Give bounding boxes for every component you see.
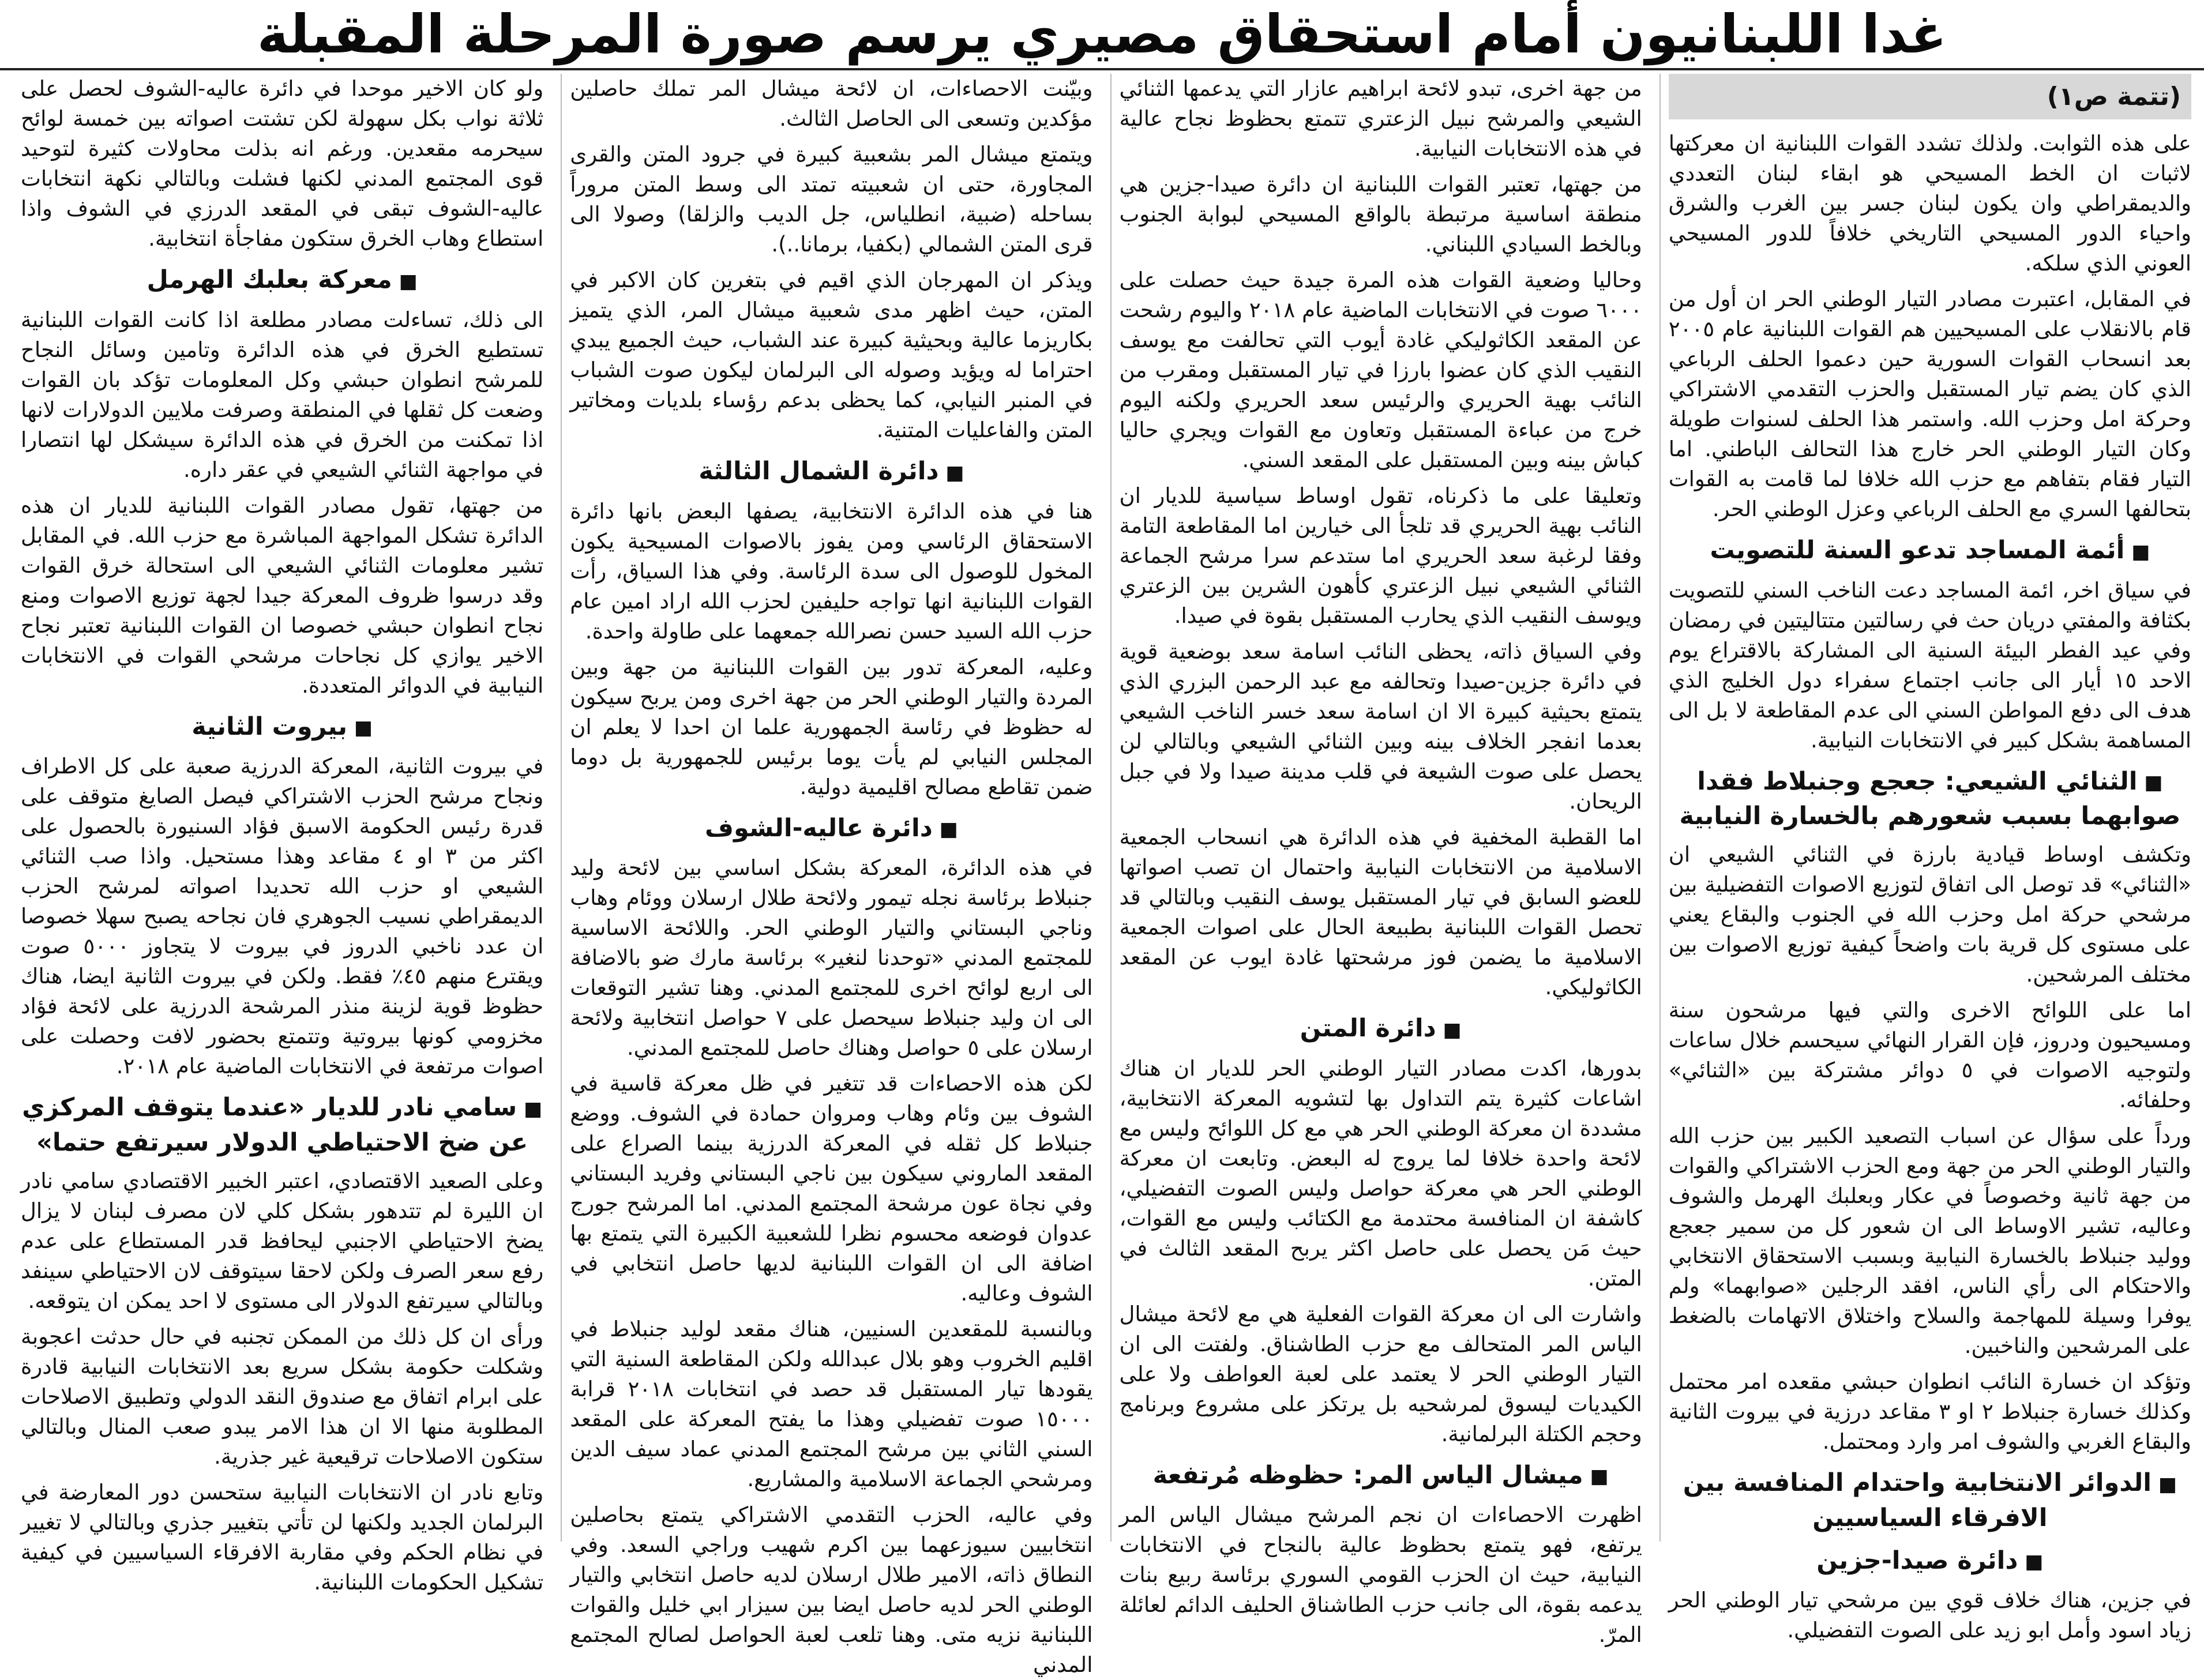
column-2 bbox=[1110, 74, 1642, 1647]
paragraph: اظهرت الاحصاءات ان نجم المرشح ميشال الياس المر يرتفع، فهو يتمتع بحظوظ عالية بالنجاح في الانتخابات النيابية، حيث ان الحزب القومي السوري برئاسة ربيع بنات يدعمه بقوة، الى جانب حزب الطاشناق الحليف الدائم لعائلة المرّ. bbox=[1119, 1502, 1642, 1647]
section-heading: ■ ميشال الياس المر: حظوظه مُرتفعة bbox=[1120, 1459, 1642, 1494]
paragraph: الى ذلك، تساءلت مصادر مطلعة اذا كانت القوات اللبنانية تستطيع الخرق في هذه الدائرة وتامين وسائل النجاح للمرشح انطوان حبشي وكل المعلومات تؤكد بان القوات وضعت كل ثقلها في المنطقة وصرفت ملايين الدولارات لانها اذا تمكنت من الخرق في هذه الدائرة سيشكل لها انتصارا في مواجهة الثنائي الشيعي في عقر داره. bbox=[21, 307, 544, 482]
section-heading: ■ أئمة المساجد تدعو السنة للتصويت bbox=[1669, 533, 2191, 569]
column-1 bbox=[1659, 74, 2192, 1643]
paragraph: واشارت الى ان معركة القوات الفعلية هي مع لائحة ميشال الياس المر المتحالف مع حزب الطاشناق. ولفتت الى ان التيار الوطني الحر لا يعتمد على لعبة العواطف ولا على الكيديات ليسوق لمرشحيه بل يرتكز على مشروع وبرنامج وحجم الكتلة البرلمانية. bbox=[1119, 1301, 1642, 1446]
paragraph: وحاليا وضعية القوات هذه المرة جيدة حيث حصلت على ٦٠٠٠ صوت في الانتخابات الماضية عام ٢٠١٨ واليوم رشحت عن المقعد الكاثوليكي غادة أيوب التي تحالفت مع يوسف النقيب الذي كان عضوا بارزا في تيار المستقبل ومقرب من النائب بهية الحريري والرئيس سعد الحريري ولكنه اليوم خرج من عباءة المستقبل وتعاون مع القوات ويجري حاليا كباش بينه وبين المستقبل على المقعد السني. bbox=[1119, 268, 1642, 472]
section-heading: ■ الدوائر الانتخابية واحتدام المنافسة بين الافرقاء السياسيين bbox=[1669, 1466, 2191, 1535]
section-heading: ■ معركة بعلبك الهرمل bbox=[21, 263, 543, 298]
paragraph: ويتمتع ميشال المر بشعبية كبيرة في جرود المتن والقرى المجاورة، حتى ان شعبيته تمتد الى وسط المتن مروراً بساحله (ضبية، انطلياس، جل الديب والزلقا) وصولا الى قرى المتن الشمالي (بكفيا، برمانا..). bbox=[570, 142, 1093, 257]
paragraph: في هذه الدائرة، المعركة بشكل اساسي بين لائحة وليد جنبلاط برئاسة نجله تيمور ولائحة طلال ارسلان ووئام وهاب وناجي البستاني والتيار الوطني الحر. واللائحة الاساسية للمجتمع المدني «توحدنا لنغير» برئاسة مارك ضو بالاضافة الى اربع لوائح اخرى للمجتمع المدني. وهنا تشير التوقعات الى ان وليد جنبلاط سيحصل على ٧ حواصل انتخابية ولائحة ارسلان على ٥ حواصل وهناك حاصل للمجتمع المدني. bbox=[570, 855, 1093, 1060]
paragraph: هنا في هذه الدائرة الانتخابية، يصفها البعض بانها دائرة الاستحقاق الرئاسي ومن يفوز بالاصوات المسيحية يكون المخول للوصول الى سدة الرئاسة. وفي هذا السياق، رأت القوات اللبنانية انها تواجه حليفين لحزب الله اراد امين عام حزب الله السيد حسن نصرالله جمعهما على طاولة واحدة. bbox=[570, 498, 1093, 644]
paragraph: وعليه، المعركة تدور بين القوات اللبنانية من جهة وبين المردة والتيار الوطني الحر من جهة اخرى ومن يربح سيكون له حظوظ في رئاسة الجمهورية علما ان احدا لا يعلم ان المجلس النيابي لم يأت يوما برئيس للجمهورية بل دوما ضمن تقاطع مصالح اقليمية دولية. bbox=[570, 654, 1093, 799]
paragraph: ورداً على سؤال عن اسباب التصعيد الكبير بين حزب الله والتيار الوطني الحر من جهة ومع الحزب الاشتراكي والقوات من جهة ثانية وخصوصاً في عكار وبعلبك الهرمل والشوف وعاليه، تشير الاوساط الى ان شعور كل من سمير جعجع ووليد جنبلاط بالخسارة النيابية وبسبب الاستحقاق الانتخابي والاحتكام الى رأي الناس، افقد الرجلين «صوابهما» ولم يوفرا وسيلة للمهاجمة والسلاح واختلاق الاتهامات بالضغط على المرشحين والناخبين. bbox=[1668, 1123, 2191, 1358]
paragraph: في جزين، هناك خلاف قوي بين مرشحي تيار الوطني الحر زياد اسود وأمل ابو زيد على الصوت التفضيلي. bbox=[1668, 1588, 2191, 1643]
paragraph: وبالنسبة للمقعدين السنيين، هناك مقعد لوليد جنبلاط في اقليم الخروب وهو بلال عبدالله ولكن المقاطعة السنية التي يقودها تيار المستقبل قد حصد في انتخابات ٢٠١٨ قرابة ١٥٠٠٠ صوت تفضيلي وهذا ما يفتح المعركة على المقعد السني الثاني بين مرشح المجتمع المدني عماد سيف الدين ومرشحي الجماعة الاسلامية والمشاريع. bbox=[570, 1317, 1093, 1491]
section-heading: ■ دائرة عاليه-الشوف bbox=[570, 811, 1092, 847]
paragraph: في المقابل، اعتبرت مصادر التيار الوطني الحر ان أول من قام بالانقلاب على المسيحيين هم القوات اللبنانية عام ٢٠٠٥ بعد انسحاب القوات السورية حين دعموا الحلف الرباعي الذي كان يضم تيار المستقبل والحزب التقدمي الاشتراكي وحركة امل وحزب الله. واستمر هذا الحلف لسنوات طويلة وكان التيار الوطني الحر خارج هذا التحالف الباطني. اما التيار فقام بتفاهم مع حزب الله خلافا لما قامت به القوات بتحالفها السري مع الحلف الرباعي وعزل الوطني الحر. bbox=[1668, 287, 2191, 521]
paragraph: وتؤكد ان خسارة النائب انطوان حبشي مقعده امر محتمل وكذلك خسارة جنبلاط ٢ او ٣ مقاعد درزية في بيروت الثانية والبقاع الغربي والشوف امر وارد ومحتمل. bbox=[1668, 1369, 2192, 1454]
paragraph: في سياق اخر، ائمة المساجد دعت الناخب السني للتصويت بكثافة والمفتي دريان حث في رسالتين متتاليتين في رمضان وفي عيد الفطر البيئة السنية الى المشاركة بالاقتراع يوم الاحد ١٥ أيار الى جانب اجتماع سفراء دول الخليج الذي هدف الى دفع المواطن السني الى عدم المقاطعة لا بل الى المساهمة بشكل كبير في الانتخابات النيابية. bbox=[1668, 577, 2192, 753]
paragraph: اما القطبة المخفية في هذه الدائرة هي انسحاب الجمعية الاسلامية من الانتخابات النيابية واحتمال ان تصب اصواتها للعضو السابق في تيار المستقبل يوسف النقيب وبالتالي قد تحصل القوات اللبنانية بطبيعة الحال على اصوات الجمعية الاسلامية ما يضمن فوز مرشحتها غادة ايوب عن المقعد الكاثوليكي. bbox=[1119, 825, 1642, 999]
section-heading: ■ دائرة المتن bbox=[1120, 1012, 1642, 1047]
section-heading: ■ سامي نادر للديار «عندما يتوقف المركزي عن ضخ الاحتياطي الدولار سيرتفع حتما» bbox=[21, 1091, 543, 1159]
paragraph: وتكشف اوساط قيادية بارزة في الثنائي الشيعي ان «الثنائي» قد توصل الى اتفاق لتوزيع الاصوات التفضيلية بين مرشحي حركة امل وحزب الله في الجنوب والبقاع يعني على مستوى كل قرية بات واضحاً كيفية توزيع الاصوات بين مختلف المرشحين. bbox=[1668, 842, 2191, 987]
paragraph: اما على اللوائح الاخرى والتي فيها مرشحون سنة ومسيحيون ودروز، فإن القرار النهائي سيحسم خلال ساعات ولتوجيه الاصوات في ٥ دوائر مشتركة بين «الثنائي» وحلفائه. bbox=[1668, 998, 2192, 1113]
paragraph: ولو كان الاخير موحدا في دائرة عاليه-الشوف لحصل على ثلاثة نواب بكل سهولة لكن تشتت اصواته بين خمسة لوائح سيحرمه مقعدين. ورغم انه بذلت محاولات كثيرة لتوحيد قوى المجتمع المدني لكنها فشلت وبالتالي نكهة انتخابات عاليه-الشوف تبقى في المقعد الدرزي في الشوف واذا استطاع وهاب الخرق ستكون مفاجأة انتخابية. bbox=[21, 76, 544, 251]
paragraph: من جهة اخرى، تبدو لائحة ابراهيم عازار التي يدعمها الثنائي الشيعي والمرشح نبيل الزعتري تتمتع بحظوظ نجاح عالية في هذه الانتخابات النيابية. bbox=[1119, 76, 1642, 161]
paragraph: وفي عاليه، الحزب التقدمي الاشتراكي يتمتع بحاصلين انتخابيين سيوزعهما بين اكرم شهيب وراجي السعد. وفي النطاق ذاته، الامير طلال ارسلان لديه حاصل انتخابي والتيار الوطني الحر لديه حاصل ايضا بين سيزار ابي خليل والقوات اللبنانية نزيه متى. وهنا تلعب لعبة الحواصل لصالح المجتمع المدني bbox=[570, 1502, 1093, 1677]
paragraph: وتعليقا على ما ذكرناه، تقول اوساط سياسية للديار ان النائب بهية الحريري قد تلجأ الى خيارين اما المقاطعة التامة وفقا لرغبة سعد الحريري اما ستدعم سرا مرشح الجماعة الثنائي الشيعي نبيل الزعتري كأهون الشرين بين الزعتري ويوسف النقيب الذي يحارب المستقبل بقوة في صيدا. bbox=[1119, 483, 1642, 628]
section-heading: ■ دائرة الشمال الثالثة bbox=[570, 454, 1092, 490]
paragraph: لكن هذه الاحصاءات قد تتغير في ظل معركة قاسية في الشوف بين وئام وهاب ومروان حمادة في الشوف. ووضع جنبلاط كل ثقله في المعركة الدرزية بينما الصراع على المقعد الماروني سيكون بين ناجي البستاني وفريد البستاني وفي نجاة عون مرشحة المجتمع المدني. اما المرشح جورج عدوان فوضعه محسوم نظرا للشعبية الكبيرة التي يتمتع بها اضافة الى ان القوات اللبنانية لديها حاصل انتخابي في الشوف وعاليه. bbox=[570, 1071, 1093, 1306]
continued-label: (تتمة ص١) bbox=[1669, 74, 2191, 119]
section-heading: ■ دائرة صيدا-جزين bbox=[1669, 1544, 2191, 1579]
paragraph: بدورها، اكدت مصادر التيار الوطني الحر للديار ان هناك اشاعات كثيرة يتم التداول بها لتشويه المعركة الانتخابية، مشددة ان معركة الوطني الحر هي مع كل اللوائح وليس مع لائحة واحدة خلافا لما يروج له البعض. وتابعت ان معركة الوطني الحر هي معركة حواصل وليس الصوت التفضيلي، كاشفة ان المنافسة محتدمة مع الكتائب وليس مع القوات، حيث مَن يحصل على حاصل اكثر يربح المقعد الثالث في المتن. bbox=[1119, 1055, 1642, 1291]
article-columns bbox=[13, 74, 2192, 1677]
headline: غدا اللبنانيون أمام استحقاق مصيري يرسم صورة المرحلة المقبلة bbox=[0, 0, 2204, 70]
paragraph: على هذه الثوابت. ولذلك تشدد القوات اللبنانية ان معركتها لاثبات ان الخط المسيحي هو ابقاء لبنان التعددي والديمقراطي وان يكون لبنان جسر بين الغرب والشرق واحياء الدور المسيحي التاريخي خلافاً للدور المسيحي العوني الذي سلكه. bbox=[1668, 131, 2191, 276]
paragraph: من جهتها، تعتبر القوات اللبنانية ان دائرة صيدا-جزين هي منطقة اساسية مرتبطة بالواقع المسيحي لبوابة الجنوب وبالخط السيادي اللبناني. bbox=[1119, 172, 1642, 257]
paragraph: وبيّنت الاحصاءات، ان لائحة ميشال المر تملك حاصلين مؤكدين وتسعى الى الحاصل الثالث. bbox=[570, 76, 1093, 131]
paragraph: وفي السياق ذاته، يحظى النائب اسامة سعد بوضعية قوية في دائرة جزين-صيدا وتحالفه مع عبد الرحمن البزري الذي يتمتع بحيثية كبيرة الا ان اسامة سعد خسر الناخب الشيعي بعدما انفجر الخلاف بينه وبين الثنائي الشيعي وبالتالي لن يحصل على صوت الشيعة في قلب مدينة صيدا ولا في جبل الريحان. bbox=[1119, 639, 1642, 814]
column-3 bbox=[561, 74, 1093, 1677]
paragraph: في بيروت الثانية، المعركة الدرزية صعبة على كل الاطراف ونجاح مرشح الحزب الاشتراكي فيصل الصايغ متوقف على قدرة رئيس الحكومة الاسبق فؤاد السنيورة بالحصول على اكثر من ٣ او ٤ مقاعد وهذا مستحيل. واذا صب الثنائي الشيعي او حزب الله تحديدا اصواته لمرشح الحزب الديمقراطي نسيب الجوهري فان نجاحه يصبح سهلا خصوصا ان عدد ناخبي الدروز في بيروت لا يتجاوز ٥٠٠٠ صوت ويقترع منهم ٤٥٪ فقط. ولكن في بيروت الثانية ايضا، هناك حظوظ قوية لزينة منذر المرشحة الدرزية على لائحة فؤاد مخزومي كونها بيروتية وتتمتع بحضور لافت وحصلت على اصوات مرتفعة في الانتخابات الماضية عام ٢٠١٨. bbox=[21, 754, 544, 1078]
paragraph: ورأى ان كل ذلك من الممكن تجنبه في حال حدثت اعجوبة وشكلت حكومة بشكل سريع بعد الانتخابات النيابية قادرة على ابرام اتفاق مع صندوق النقد الدولي وتطبيق الاصلاحات المطلوبة منها الا ان هذا الامر يبدو صعب المنال وبالتالي ستكون الاصلاحات ترقيعية غير جذرية. bbox=[21, 1324, 544, 1469]
paragraph: من جهتها، تقول مصادر القوات اللبنانية للديار ان هذه الدائرة تشكل المواجهة المباشرة مع حزب الله. في المقابل تشير معلومات الثنائي الشيعي الى استحالة خرق القوات وقد درسوا ظروف المعركة جيدا لجهة توزيع الاصوات ومنع نجاح انطوان حبشي خصوصا ان القوات اللبنانية تعتبر نجاح الاخير يوازي كل نجاحات مرشحي القوات في الانتخابات النيابية في الدوائر المتعددة. bbox=[21, 493, 544, 698]
column-4 bbox=[13, 74, 544, 1595]
paragraph: وتابع نادر ان الانتخابات النيابية ستحسن دور المعارضة في البرلمان الجديد ولكنها لن تأتي بتغيير جذري وبالتالي لا تغيير في نظام الحكم وفي مقاربة الافرقاء السياسيين في كيفية تشكيل الحكومات اللبنانية. bbox=[21, 1479, 544, 1595]
section-heading: ■ بيروت الثانية bbox=[21, 710, 543, 745]
paragraph: وعلى الصعيد الاقتصادي، اعتبر الخبير الاقتصادي سامي نادر ان الليرة لم تتدهور بشكل كلي لان مصرف لبنان لا يزال يضخ الاحتياطي الاجنبي ليحافظ قدر المستطاع على عدم رفع سعر الصرف ولكن لاحقا سيتوقف لان الاحتياطي سينفد وبالتالي سيرتفع الدولار الى مستوى لا احد يمكن ان يتوقعه. bbox=[21, 1168, 544, 1313]
paragraph: ويذكر ان المهرجان الذي اقيم في بتغرين كان الاكبر في المتن، حيث اظهر مدى شعبية ميشال المر، الذي يتميز بكاريزما عالية وبحيثية كبيرة عند الشباب، حيث الجميع يبدي احتراما له ويؤيد وصوله الى البرلمان ليكون صوت الشباب في المنبر النيابي، كما يحظى بدعم رؤساء بلديات ومخاتير المتن والفاعليات المتنية. bbox=[570, 268, 1093, 442]
section-heading: ■ الثنائي الشيعي: جعجع وجنبلاط فقدا صوابهما بسبب شعورهم بالخسارة النيابية bbox=[1669, 765, 2191, 833]
